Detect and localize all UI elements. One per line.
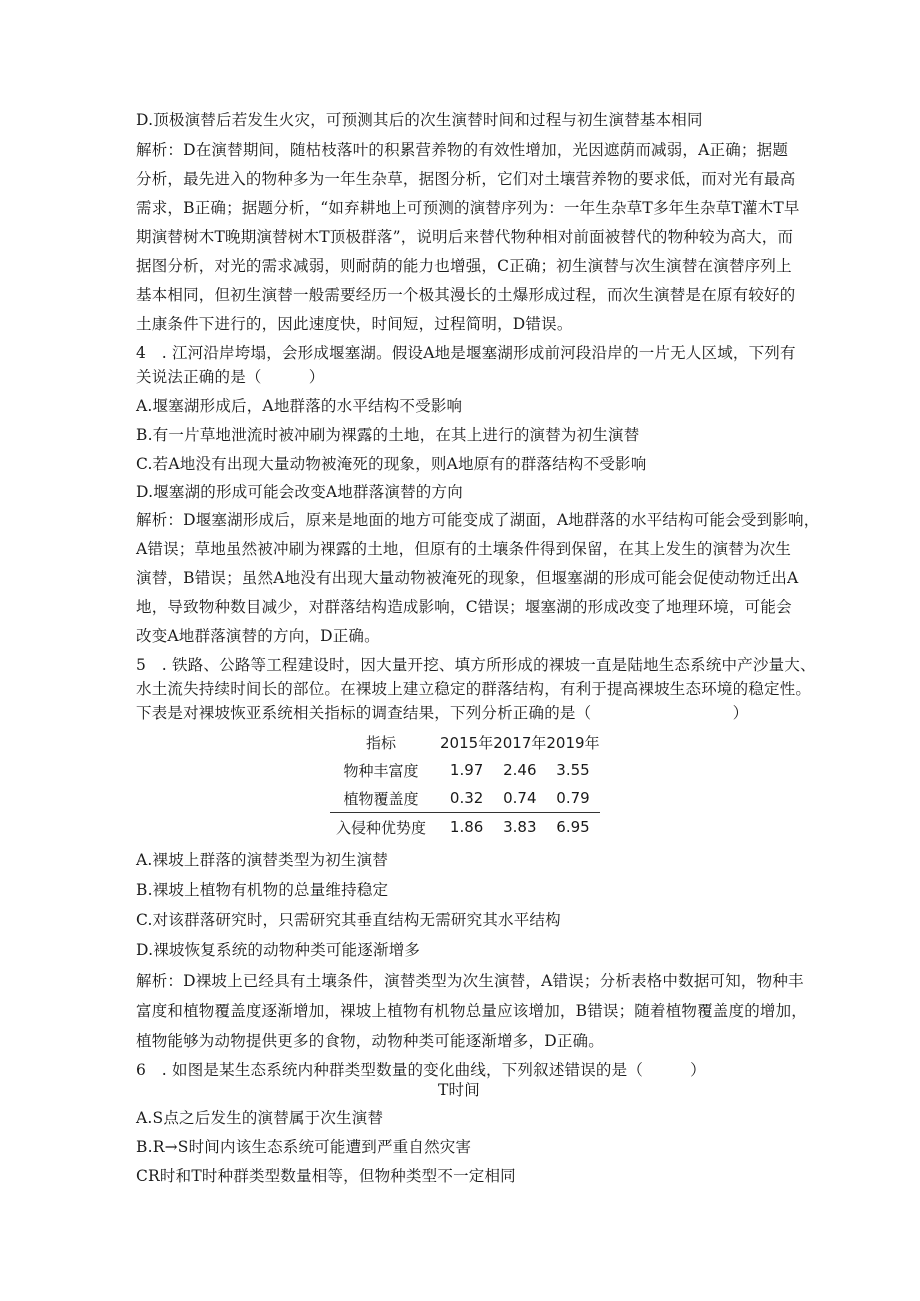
q3-option-d: D.顶极演替后若发生火灾，可预测其后的次生演替时间和过程与初生演替基本相同 <box>136 111 703 129</box>
q6-figure-label: T时间 <box>438 1081 480 1099</box>
q6-option-a: A.S点之后发生的演替属于次生演替 <box>136 1109 384 1127</box>
table-row <box>330 813 600 842</box>
table-header-cell: 2019年 <box>546 733 600 752</box>
q5-stem: 下表是对裸坡恢亚系统相关指标的调查结果，下列分析正确的是（ ） <box>136 704 749 722</box>
q3-analysis-line: 需求，B正确；据题分析，“如弃耕地上可预测的演替序列为：一年生杂草T多年生杂草T灌木T早 <box>136 199 800 217</box>
q5-option-d: D.裸坡恢复系统的动物种类可能逐渐增多 <box>136 941 421 959</box>
q5-option-a: A.裸坡上群落的演替类型为初生演替 <box>136 851 389 869</box>
table-row <box>330 756 600 784</box>
q4-option-b: B.有一片草地泄流时被冲刷为裸露的土地，在其上进行的演替为初生演替 <box>136 426 640 444</box>
q3-analysis-line: 期演替树木T晚期演替树木T顶极群落”，说明后来替代物种相对前面被替代的物种较为高大，而 <box>136 228 794 246</box>
table-row <box>330 784 600 813</box>
table-cell: 3.83 <box>493 813 546 842</box>
q3-analysis-line: 土康条件下进行的，因此速度快，时间短，过程简明，D错误。 <box>136 315 573 333</box>
table-cell: 0.79 <box>556 789 590 807</box>
table-cell: 1.97 <box>449 761 484 779</box>
q5-analysis-line: 植物能够为动物提供更多的食物，动物种类可能逐渐增多，D正确。 <box>136 1032 604 1050</box>
table-cell: 物种丰富度 <box>343 761 419 780</box>
q4-analysis-line: 演替，B错误；虽然A地没有出现大量动物被淹死的现象，但堰塞湖的形成可能会促使动物迁出A <box>136 569 799 587</box>
table-cell: 0.74 <box>503 789 537 807</box>
q4-analysis-line: 解析：D堰塞湖形成后，原来是地面的地方可能变成了湖面，A地群落的水平结构可能会受到影响， <box>136 511 820 529</box>
table-cell: 入侵种优势度 <box>330 813 440 842</box>
q3-analysis-line: 解析：D在演替期间，随枯枝落叶的积累营养物的有效性增加，光因遮荫而减弱，A正确；据题 <box>136 141 789 159</box>
table-cell: 1.86 <box>440 813 493 842</box>
q6-option-b: B.R→S时间内该生态系统可能遭到严重自然灾害 <box>136 1138 472 1156</box>
table-cell: 3.55 <box>556 761 590 779</box>
q5-analysis-line: 解析：D裸坡上已经具有土壤条件，演替类型为次生演替，A错误；分析表格中数据可知，物种丰 <box>136 972 804 990</box>
q3-analysis-line: 分析，最先进入的物种多为一年生杂草，据图分析，它们对土壤营养物的要求低，而对光有最高 <box>136 170 796 188</box>
q6-option-c: CR时和T时种群类型数量相等，但物种类型不一定相同 <box>136 1167 516 1185</box>
q5-stem: 5 . 铁路、公路等工程建设时，因大量开挖、填方所形成的裸坡一直是陆地生态系统中产沙量大、 <box>136 656 816 674</box>
q5-option-c: C.对该群落研究时，只需研究其垂直结构无需研究其水平结构 <box>136 911 561 929</box>
q4-stem: 关说法正确的是（ ） <box>136 368 325 386</box>
q4-analysis-line: A错误；草地虽然被冲刷为裸露的土地，但原有的土壤条件得到保留，在其上发生的演替为次生 <box>136 540 792 558</box>
q5-option-b: B.裸坡上植物有机物的总量维持稳定 <box>136 881 389 899</box>
table-header-cell: 2017年 <box>493 733 547 752</box>
q6-stem: 6 . 如图是某生态系统内种群类型数量的变化曲线，下列叙述错误的是（ ） <box>136 1061 706 1079</box>
table-header-cell: 指标 <box>366 733 397 752</box>
table-header-cell: 2015年 <box>440 733 494 752</box>
q4-analysis-line: 改变A地群落演替的方向，D正确。 <box>136 627 380 645</box>
survey-table <box>330 728 600 841</box>
q3-analysis-line: 据图分析，对光的需求减弱，则耐荫的能力也增强，C正确；初生演替与次生演替在演替序列上 <box>136 257 792 275</box>
table-cell: 植物覆盖度 <box>343 789 419 808</box>
q4-analysis-line: 地，导致物种数目减少，对群落结构造成影响，C错误；堰塞湖的形成改变了地理环境，可能会 <box>136 598 792 616</box>
q4-stem: 4 . 江河沿岸垮塌，会形成堰塞湖。假设A地是堰塞湖形成前河段沿岸的一片无人区域，下列有 <box>136 344 796 362</box>
q5-analysis-line: 富度和植物覆盖度逐渐增加，裸坡上植物有机物总量应该增加，B错误；随着植物覆盖度的增加， <box>136 1002 807 1020</box>
q4-option-a: A.堰塞湖形成后，A地群落的水平结构不受影响 <box>136 397 463 415</box>
q5-stem: 水土流失持续时间长的部位。在裸坡上建立稳定的群落结构，有利于提高裸坡生态环境的稳定性。 <box>136 680 812 698</box>
q4-option-d: D.堰塞湖的形成可能会改变A地群落演替的方向 <box>136 483 463 501</box>
table-cell: 2.46 <box>503 761 537 779</box>
q4-option-c: C.若A地没有出现大量动物被淹死的现象，则A地原有的群落结构不受影响 <box>136 455 647 473</box>
table-cell: 6.95 <box>546 813 599 842</box>
q3-analysis-line: 基本相同，但初生演替一般需要经历一个极其漫长的土爆形成过程，而次生演替是在原有较好的 <box>136 286 796 304</box>
table-cell: 0.32 <box>449 789 484 807</box>
table-header-row <box>330 728 600 756</box>
